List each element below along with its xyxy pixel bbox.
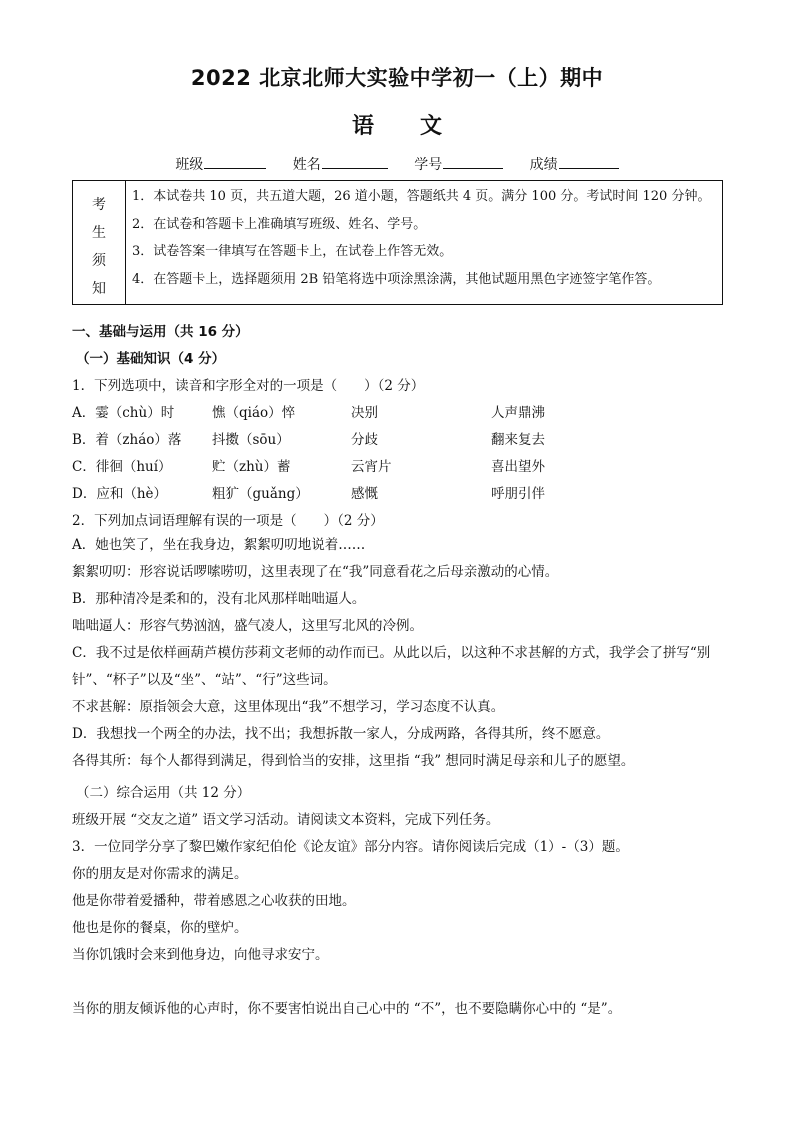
id-field[interactable]: [414, 154, 503, 174]
student-info-line: [0, 154, 794, 174]
notice-label-char: 须: [92, 253, 106, 269]
activity-intro: 班级开展 “交友之道” 语文学习活动。请阅读文本资料，完成下列任务。: [72, 812, 500, 828]
option-d-1: D．应和（hè）: [72, 486, 168, 502]
score-field[interactable]: [530, 154, 619, 174]
option-c-3: 云宵片: [351, 459, 392, 475]
q2-line: B．那种清冷是柔和的，没有北风那样咄咄逼人。: [72, 591, 366, 607]
poem-line: 他是你带着爱播种，带着感恩之心收获的田地。: [72, 893, 356, 909]
notice-item: 4．在答题卡上，选择题须用 2B 铅笔将选中项涂黑涂满，其他试题用黑色字迹签字笔作答。: [132, 271, 661, 287]
notice-label: [73, 181, 126, 305]
subject-char-2: 文: [420, 114, 443, 139]
option-d-4: 呼朋引伴: [491, 486, 545, 502]
q2-line: 不求甚解：原指领会大意，这里体现出“我”不想学习，学习态度不认真。: [72, 699, 505, 715]
notice-item: 2．在试卷和答题卡上准确填写班级、姓名、学号。: [132, 216, 427, 232]
notice-label-char: 生: [92, 225, 106, 241]
id-label: 学号: [414, 157, 443, 173]
question-3-stem: 3．一位同学分享了黎巴嫩作家纪伯伦《论友谊》部分内容。请你阅读后完成（1）-（3）题。: [72, 839, 629, 855]
notice-item: 3．试卷答案一律填写在答题卡上，在试卷上作答无效。: [132, 244, 453, 259]
id-blank[interactable]: [443, 154, 503, 169]
option-a-2: 憔（qiáo）悴: [212, 405, 296, 421]
subsection-heading: （一）基础知识（4 分）: [76, 351, 226, 367]
option-b-3: 分歧: [351, 432, 378, 448]
name-blank[interactable]: [322, 154, 388, 169]
class-label: 班级: [175, 157, 204, 173]
q2-line: 各得其所：每个人都得到满足，得到恰当的安排，这里指 “我” 想同时满足母亲和儿子的愿望。: [72, 753, 635, 769]
option-a-4: 人声鼎沸: [491, 405, 545, 421]
option-c-1: C．徘徊（huí）: [72, 459, 172, 475]
option-d-3: 感慨: [351, 486, 378, 502]
notice-label-char: 考: [92, 197, 106, 213]
q2-line: C．我不过是依样画葫芦模仿莎莉文老师的动作而已。从此以后，以这种不求甚解的方式，我学会了拼写“别针”、“杯子”以及“坐”、“站”、“行”这些词。: [72, 645, 711, 688]
option-a-3: 决别: [351, 405, 378, 421]
question-2-stem: 2．下列加点词语理解有误的一项是（ ）（2 分）: [72, 513, 384, 529]
option-c-4: 喜出望外: [491, 459, 545, 475]
poem-line: 当你的朋友倾诉他的心声时，你不要害怕说出自己心中的 “不”，也不要隐瞒你心中的 “是”。: [72, 1001, 622, 1017]
option-a-1: A．霎（chù）时: [72, 405, 175, 421]
q2-line: 咄咄逼人：形容气势汹汹，盛气凌人，这里写北风的冷例。: [72, 618, 423, 634]
option-d-2: 粗犷（guǎng）: [212, 486, 309, 502]
page-title: 2022 北京北师大实验中学初一（上）期中: [190, 66, 604, 90]
q2-line: A．她也笑了，坐在我身边，絮絮叨叨地说着……: [72, 537, 366, 553]
score-label: 成绩: [529, 157, 558, 173]
poem-line: 你的朋友是对你需求的满足。: [72, 866, 248, 882]
notice-item: 1．本试卷共 10 页，共五道大题，26 道小题，答题纸共 4 页。满分 100 分。考试时间 120 分钟。: [132, 189, 711, 204]
q2-line: 絮絮叨叨：形容说话啰嗦唠叨，这里表现了在“我”同意看花之后母亲激动的心情。: [72, 564, 559, 580]
q2-line: D．我想找一个两全的办法，找不出；我想拆散一家人，分成两路，各得其所，终不愿意。: [72, 726, 610, 742]
name-label: 姓名: [292, 157, 321, 173]
notice-label-char: 知: [92, 281, 106, 297]
subject-title: [0, 109, 794, 140]
class-blank[interactable]: [204, 154, 266, 169]
question-2-body: [72, 532, 724, 775]
notice-content: [126, 181, 723, 305]
option-b-1: B．着（zháo）落: [72, 432, 182, 448]
name-field[interactable]: [293, 154, 388, 174]
poem-line: 他也是你的餐桌，你的壁炉。: [72, 920, 248, 936]
option-b-4: 翻来复去: [491, 432, 545, 448]
subsection-heading-2: （二）综合运用（共 12 分）: [76, 785, 251, 801]
section-heading: 一、基础与运用（共 16 分）: [72, 324, 249, 340]
option-c-2: 贮（zhù）蓄: [212, 459, 291, 475]
subject-char-1: 语: [351, 114, 374, 139]
exam-notice-table: [72, 180, 723, 305]
option-b-2: 抖擞（sōu）: [212, 432, 290, 448]
score-blank[interactable]: [559, 154, 619, 169]
class-field[interactable]: [175, 154, 266, 174]
poem-line: 当你饥饿时会来到他身边，向他寻求安宁。: [72, 947, 329, 963]
question-1-stem: 1．下列选项中，读音和字形全对的一项是（ ）（2 分）: [72, 378, 425, 394]
